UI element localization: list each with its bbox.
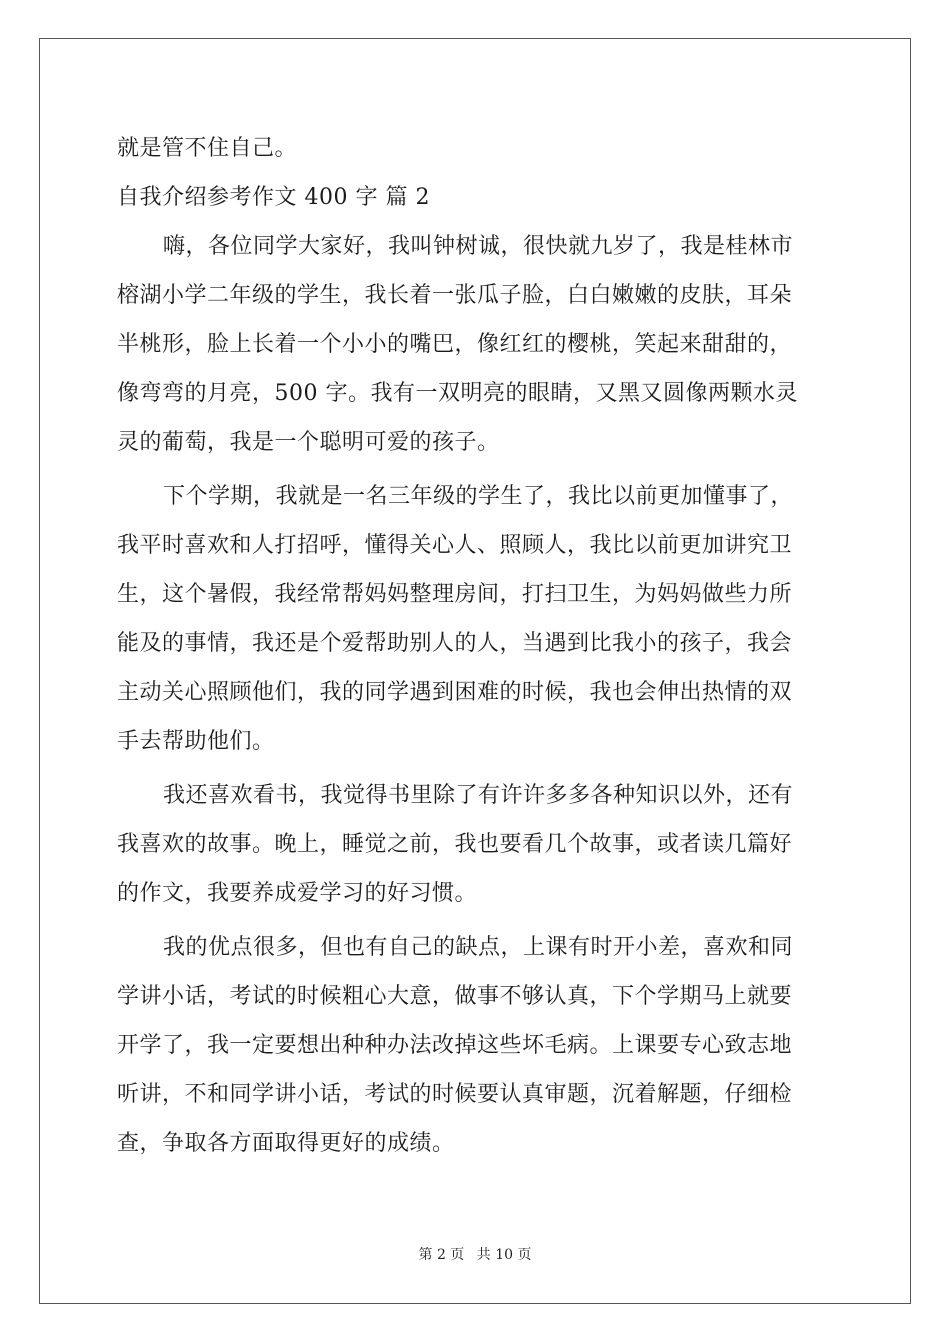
document-body — [117, 124, 833, 1168]
text-line: 就是管不住自己。 — [117, 136, 298, 161]
paragraph-3-line: 的作文，我要养成爱学习的好习惯。 — [117, 881, 478, 906]
paragraph-1-line: 嗨，各位同学大家好，我叫钟树诚，很快就九岁了，我是桂林市 — [163, 234, 794, 259]
page-footer — [0, 1245, 950, 1265]
paragraph-2-line: 生，这个暑假，我经常帮妈妈整理房间，打扫卫生，为妈妈做些力所 — [117, 582, 793, 607]
paragraph-2-line: 手去帮助他们。 — [117, 729, 275, 754]
paragraph-3-line: 我喜欢的故事。晚上，睡觉之前，我也要看几个故事，或者读几篇好 — [117, 832, 793, 857]
paragraph-2-line: 我平时喜欢和人打招呼，懂得关心人、照顾人，我比以前更加讲究卫 — [117, 533, 793, 558]
paragraph-4-line: 听讲，不和同学讲小话，考试的时候要认真审题，沉着解题，仔细检 — [117, 1082, 793, 1107]
paragraph-2-line: 下个学期，我就是一名三年级的学生了，我比以前更加懂事了， — [163, 484, 794, 509]
paragraph-1-line: 半桃形，脸上长着一个小小的嘴巴，像红红的樱桃，笑起来甜甜的， — [117, 332, 793, 357]
paragraph-2-line: 能及的事情，我还是个爱帮助别人的人，当遇到比我小的孩子，我会 — [117, 631, 793, 656]
paragraph-4-line: 开学了，我一定要想出种种办法改掉这些坏毛病。上课要专心致志地 — [117, 1033, 793, 1058]
page-total: 共 10 页 — [476, 1247, 532, 1263]
paragraph-4-line: 查，争取各方面取得更好的成绩。 — [117, 1131, 455, 1156]
paragraph-3-line: 我还喜欢看书，我觉得书里除了有许许多多各种知识以外，还有 — [163, 783, 794, 808]
paragraph-1-line: 灵的葡萄，我是一个聪明可爱的孩子。 — [117, 430, 500, 455]
paragraph-2-line: 主动关心照顾他们，我的同学遇到困难的时候，我也会伸出热情的双 — [117, 680, 793, 705]
section-heading: 自我介绍参考作文 400 字 篇 2 — [117, 185, 430, 210]
paragraph-4-line: 我的优点很多，但也有自己的缺点，上课有时开小差，喜欢和同 — [163, 935, 794, 960]
paragraph-1-line: 榕湖小学二年级的学生，我长着一张瓜子脸，白白嫩嫩的皮肤，耳朵 — [117, 283, 793, 308]
paragraph-4-line: 学讲小话，考试的时候粗心大意，做事不够认真，下个学期马上就要 — [117, 984, 793, 1009]
page-number: 第 2 页 — [418, 1247, 465, 1263]
paragraph-1-line: 像弯弯的月亮，500 字。我有一双明亮的眼睛，又黑又圆像两颗水灵 — [117, 381, 798, 406]
